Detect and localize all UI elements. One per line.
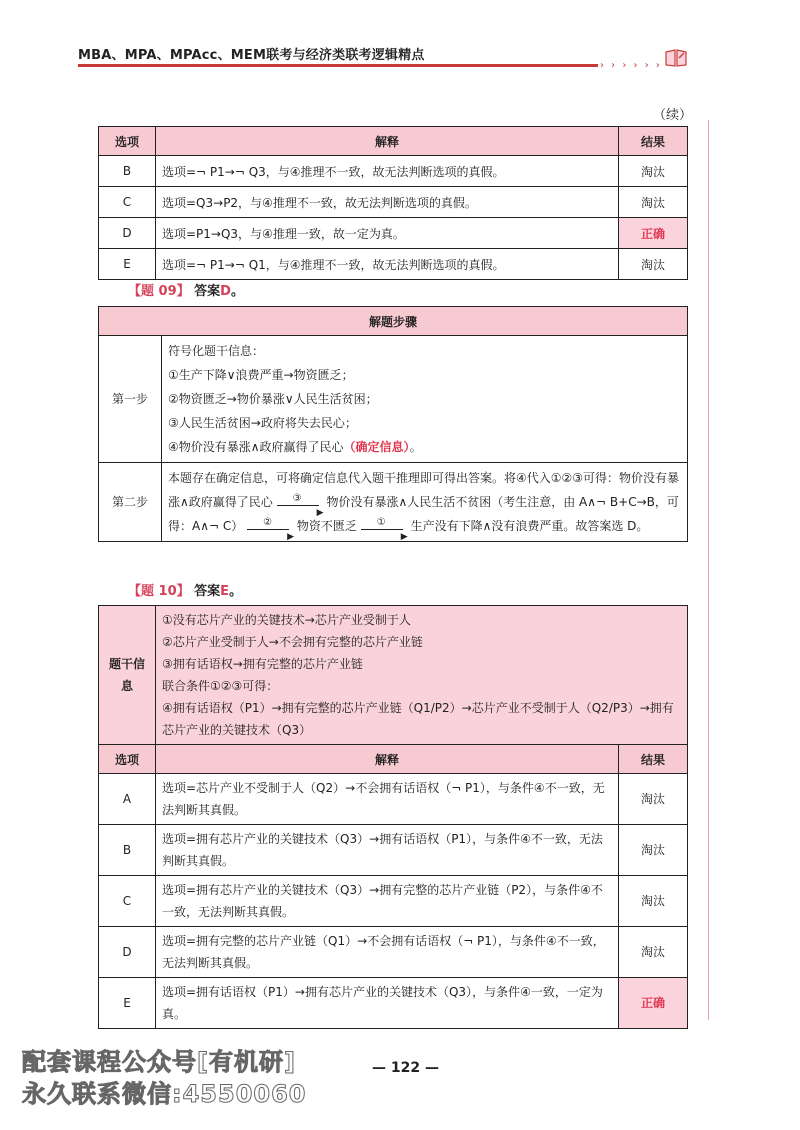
option-letter: C (99, 876, 156, 927)
arrow-label: ② (263, 516, 273, 528)
option-result: 淘汰 (619, 825, 688, 876)
col-explanation-header: 解释 (156, 745, 619, 774)
option-letter: D (99, 927, 156, 978)
stem-content (156, 606, 688, 745)
header-rule (78, 64, 598, 67)
certain-info-note: （确定信息） (343, 440, 410, 454)
option-explanation: 选项=拥有芯片产业的关键技术（Q3）→拥有完整的芯片产业链（P2），与条件④不一致，无法判断其真假。 (156, 876, 619, 927)
option-explanation: 选项=拥有芯片产业的关键技术（Q3）→拥有话语权（P1），与条件④不一致，无法判断其真假。 (156, 825, 619, 876)
option-result: 淘汰 (619, 876, 688, 927)
step-line: 符号化题干信息： (168, 344, 265, 358)
solution-steps-table (98, 306, 688, 542)
table-row (99, 218, 688, 249)
option-result: 淘汰 (619, 187, 688, 218)
option-explanation: 选项=Q3→P2，与④推理不一致，故无法判断选项的真假。 (156, 187, 619, 218)
options-table-continued (98, 126, 688, 280)
solution-steps-header: 解题步骤 (99, 307, 688, 336)
step-line: ③人民生活贫困→政府将失去民心； (168, 416, 357, 430)
watermark-line-2: 永久联系微信:4550060 (22, 1080, 307, 1108)
inference-arrow: ③ ▶ (277, 497, 323, 509)
step-line-text: ④物价没有暴涨∧政府赢得了民心 (168, 440, 344, 454)
stem-line: ①没有芯片产业的关键技术→芯片产业受制于人 (162, 613, 411, 627)
answer-letter: E (220, 584, 230, 599)
col-result-header: 结果 (619, 127, 688, 156)
col-result-header: 结果 (619, 745, 688, 774)
step-line: ①生产下降∨浪费严重→物资匮乏； (168, 368, 354, 382)
answer-letter: D (220, 284, 231, 299)
page-number: — 122 — (372, 1060, 439, 1076)
question-tag: 【题 09】 (128, 284, 190, 299)
option-result: 淘汰 (619, 249, 688, 280)
option-explanation: 选项=拥有话语权（P1）→拥有芯片产业的关键技术（Q3），与条件④一致，一定为真。 (156, 978, 619, 1029)
option-explanation: 选项=拥有完整的芯片产业链（Q1）→不会拥有话语权（¬ P1），与条件④不一致，无法判断其真假。 (156, 927, 619, 978)
step-line: ②物资匮乏→物价暴涨∨人民生活贫困； (168, 392, 378, 406)
col-option-header: 选项 (99, 745, 156, 774)
continued-label: （续） (652, 108, 692, 123)
stem-line: ③拥有话语权→拥有完整的芯片产业链 (162, 657, 363, 671)
table-row (99, 927, 688, 978)
option-result: 淘汰 (619, 156, 688, 187)
option-result: 淘汰 (619, 774, 688, 825)
step-text: 生产没有下降∧没有浪费严重。故答案选 D。 (410, 519, 649, 533)
table-row (99, 978, 688, 1029)
option-letter: D (99, 218, 156, 249)
answer-prefix: 答案 (194, 284, 221, 299)
option-letter: E (99, 978, 156, 1029)
step-line-end: 。 (409, 440, 422, 454)
option-explanation: 选项=P1→Q3，与④推理一致，故一定为真。 (156, 218, 619, 249)
stem-row (99, 606, 688, 745)
option-result-correct: 正确 (619, 978, 688, 1029)
table-row (99, 774, 688, 825)
step-row (99, 463, 688, 542)
option-explanation: 选项=芯片产业不受制于人（Q2）→不会拥有话语权（¬ P1），与条件④不一致，无法判断其真假。 (156, 774, 619, 825)
inference-arrow: ① ▶ (361, 521, 407, 533)
book-icon (665, 48, 687, 68)
option-letter: B (99, 825, 156, 876)
answer-prefix: 答案 (194, 584, 221, 599)
stem-label: 题干信息 (99, 606, 156, 745)
answer-suffix: 。 (230, 284, 244, 299)
question-09-answer (128, 280, 244, 299)
running-header-title: MBA、MPA、MPAcc、MEM联考与经济类联考逻辑精点 (78, 48, 425, 63)
table-row (99, 187, 688, 218)
step-row (99, 336, 688, 463)
col-option-header: 选项 (99, 127, 156, 156)
step-2-content (162, 463, 688, 542)
option-explanation: 选项=¬ P1→¬ Q3，与④推理不一致，故无法判断选项的真假。 (156, 156, 619, 187)
option-result: 淘汰 (619, 927, 688, 978)
question-tag: 【题 10】 (128, 584, 190, 599)
inference-arrow: ② ▶ (247, 521, 293, 533)
step-text: 本题存在确定信息，可将确定信息代入题干推理即可得出答案。将④代入①②③可得：物价没有暴涨∧政府赢得了民心 (168, 471, 680, 509)
arrow-label: ③ (292, 492, 302, 504)
table-row (99, 249, 688, 280)
step-label: 第二步 (99, 463, 162, 542)
option-letter: C (99, 187, 156, 218)
stem-line: 联合条件①②③可得： (162, 679, 279, 693)
stem-line: ④拥有话语权（P1）→拥有完整的芯片产业链（Q1/P2）→芯片产业不受制于人（Q2/P3）→拥有芯片产业的关键技术（Q3） (162, 701, 674, 737)
table-row (99, 876, 688, 927)
step-label: 第一步 (99, 336, 162, 463)
option-explanation: 选项=¬ P1→¬ Q1，与④推理不一致，故无法判断选项的真假。 (156, 249, 619, 280)
option-letter: A (99, 774, 156, 825)
step-text: 物价没有暴涨∧人民生活不贫困（考生注意，由 A∧¬ B+C→B，可得：A∧¬ C） (168, 495, 679, 533)
option-letter: E (99, 249, 156, 280)
header-dots: › › › › › › (600, 60, 662, 71)
arrow-label: ① (376, 516, 386, 528)
table-row (99, 156, 688, 187)
step-line (168, 435, 681, 459)
stem-line: ②芯片产业受制于人→不会拥有完整的芯片产业链 (162, 635, 423, 649)
margin-line (708, 120, 709, 1020)
watermark-line-1: 配套课程公众号[有机研] (22, 1048, 296, 1076)
step-1-content (162, 336, 688, 463)
col-explanation-header: 解释 (156, 127, 619, 156)
table-row (99, 825, 688, 876)
question-10-answer (128, 580, 242, 599)
option-result-correct: 正确 (619, 218, 688, 249)
question-10-table (98, 605, 688, 1029)
step-text: 物资不匮乏 (296, 519, 357, 533)
answer-suffix: 。 (229, 584, 243, 599)
option-letter: B (99, 156, 156, 187)
